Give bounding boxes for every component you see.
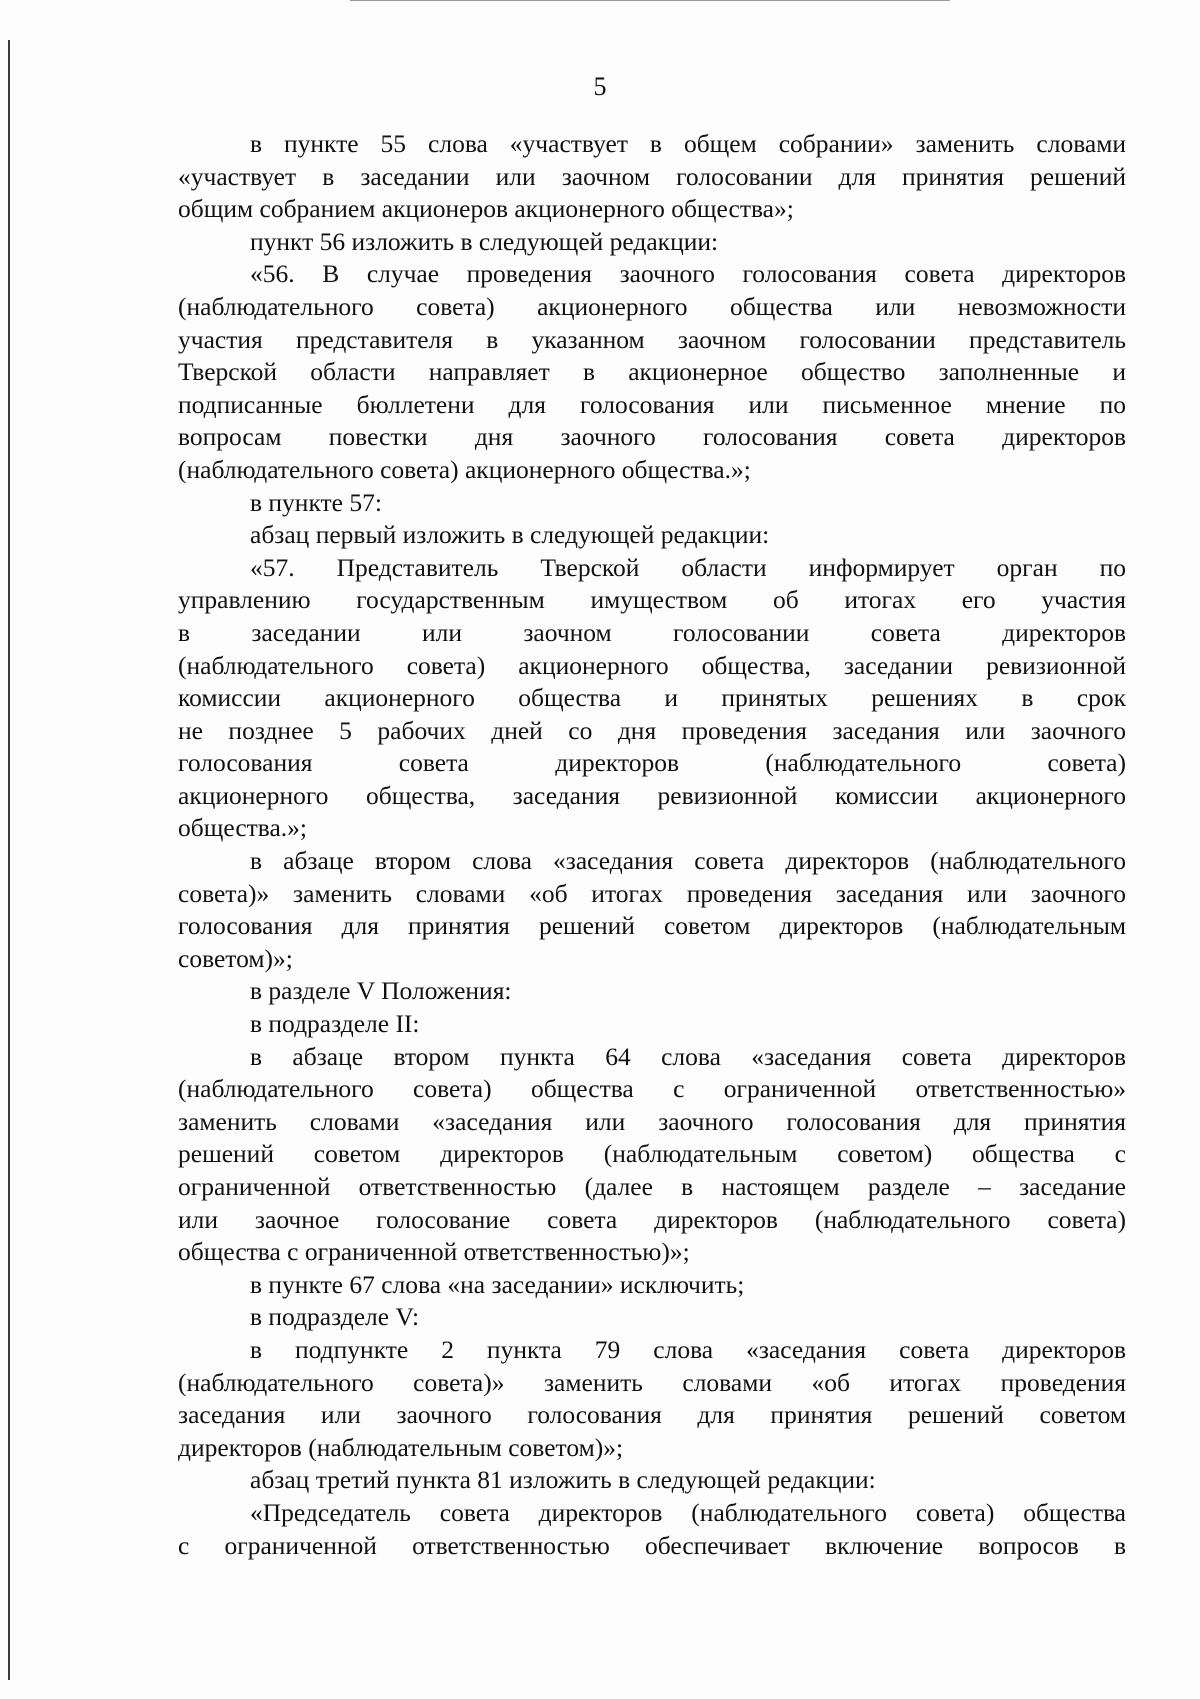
- scan-edge-left: [8, 40, 10, 1680]
- text-line: (наблюдательного совета) акционерного общества или невозможности: [178, 291, 1126, 321]
- text-line: общества с ограниченной ответственностью)»;: [178, 1237, 690, 1267]
- text-line: голосования совета директоров (наблюдательного совета): [178, 748, 1126, 778]
- text-line: в подразделе II:: [250, 1009, 420, 1039]
- text-line: с ограниченной ответственностью обеспечивает включение вопросов в: [178, 1530, 1126, 1560]
- text-line: заседания или заочного голосования для принятия решений советом: [178, 1400, 1126, 1430]
- page-number: 5: [593, 72, 607, 101]
- text-line: (наблюдательного совета) акционерного общества, заседании ревизионной: [178, 650, 1126, 680]
- text-line: (наблюдательного совета) общества с ограниченной ответственностью»: [178, 1074, 1126, 1104]
- text-line: общим собранием акционеров акционерного общества»;: [178, 194, 794, 224]
- text-line: абзац первый изложить в следующей редакции:: [250, 520, 770, 550]
- text-line: в пункте 67 слова «на заседании» исключить;: [250, 1269, 745, 1299]
- text-line: (наблюдательного совета)» заменить словами «об итогах проведения: [178, 1367, 1126, 1397]
- scan-edge-top: [350, 0, 950, 1]
- text-line: или заочное голосование совета директоров (наблюдательного совета): [178, 1204, 1126, 1234]
- text-line: общества.»;: [178, 813, 308, 843]
- text-line: абзац третий пункта 81 изложить в следующей редакции:: [250, 1465, 876, 1495]
- text-line: комиссии акционерного общества и принятых решениях в срок: [178, 683, 1126, 713]
- text-line: советом)»;: [178, 943, 293, 973]
- text-line: «Председатель совета директоров (наблюдательного совета) общества: [250, 1497, 1126, 1527]
- text-line: совета)» заменить словами «об итогах проведения заседания или заочного: [178, 878, 1126, 908]
- text-line: управлению государственным имуществом об итогах его участия: [178, 585, 1126, 615]
- text-line: в абзаце втором пункта 64 слова «заседания совета директоров: [250, 1041, 1126, 1071]
- text-line: «участвует в заседании или заочном голосовании для принятия решений: [178, 161, 1126, 191]
- text-line: (наблюдательного совета) акционерного общества.»;: [178, 454, 751, 484]
- text-line: ограниченной ответственностью (далее в настоящем разделе – заседание: [178, 1172, 1126, 1201]
- text-line: акционерного общества, заседания ревизионной комиссии акционерного: [178, 780, 1126, 810]
- text-line: Тверской области направляет в акционерное общество заполненные и: [178, 357, 1126, 387]
- text-line: не позднее 5 рабочих дней со дня проведения заседания или заочного: [178, 715, 1126, 745]
- text-line: решений советом директоров (наблюдательным советом) общества с: [178, 1139, 1126, 1169]
- text-line: подписанные бюллетени для голосования или письменное мнение по: [178, 389, 1126, 419]
- text-line: в пункте 55 слова «участвует в общем собрании» заменить словами: [250, 129, 1126, 158]
- text-line: в подпункте 2 пункта 79 слова «заседания совета директоров: [250, 1334, 1126, 1364]
- text-line: пункт 56 изложить в следующей редакции:: [250, 226, 719, 256]
- text-line: в заседании или заочном голосовании совета директоров: [178, 617, 1126, 647]
- text-line: «57. Представитель Тверской области информирует орган по: [250, 552, 1126, 582]
- text-line: участия представителя в указанном заочном голосовании представитель: [178, 324, 1126, 354]
- text-line: в пункте 57:: [250, 487, 382, 517]
- text-line: голосования для принятия решений советом директоров (наблюдательным: [178, 911, 1126, 941]
- text-line: в разделе V Положения:: [250, 976, 512, 1006]
- text-line: заменить словами «заседания или заочного голосования для принятия: [178, 1106, 1126, 1136]
- text-line: вопросам повестки дня заочного голосования совета директоров: [178, 422, 1126, 452]
- text-line: директоров (наблюдательным советом)»;: [178, 1432, 624, 1462]
- text-line: «56. В случае проведения заочного голосования совета директоров: [250, 259, 1126, 289]
- text-line: в подразделе V:: [250, 1302, 420, 1332]
- document-body: [178, 128, 1126, 1562]
- text-line: в абзаце втором слова «заседания совета директоров (наблюдательного: [250, 846, 1126, 876]
